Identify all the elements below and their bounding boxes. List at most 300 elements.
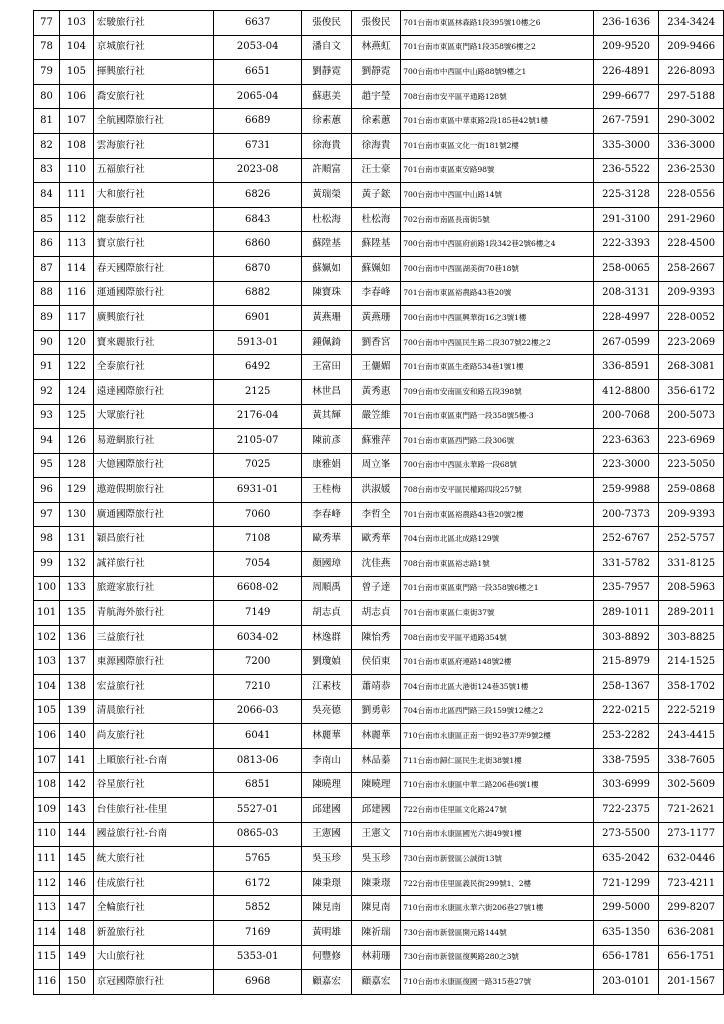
agency-number-cell: 111 — [60, 183, 94, 208]
table-row — [34, 35, 724, 60]
manager-name-cell: 劉靜霓 — [351, 60, 400, 85]
table-row — [34, 60, 724, 85]
address-cell: 701台南市東區東門路1段358號6樓之2 — [401, 35, 594, 60]
row-index-cell: 95 — [34, 453, 60, 478]
manager-name-cell: 林麗華 — [351, 724, 400, 749]
owner-name-cell: 顧嘉宏 — [302, 970, 351, 995]
fax-cell: 721-2621 — [659, 798, 724, 823]
row-index-cell: 103 — [34, 650, 60, 675]
license-code-cell: 6034-02 — [214, 625, 302, 650]
agency-number-cell: 144 — [60, 822, 94, 847]
license-code-cell: 2176-04 — [214, 404, 302, 429]
table-row — [34, 724, 724, 749]
license-code-cell: 6041 — [214, 724, 302, 749]
address-cell: 708台南市安平區民權路四段257號 — [401, 478, 594, 503]
table-row — [34, 896, 724, 921]
license-code-cell: 2023-08 — [214, 158, 302, 183]
license-code-cell: 6968 — [214, 970, 302, 995]
owner-name-cell: 林逸群 — [302, 625, 351, 650]
agency-name-cell: 龍泰旅行社 — [93, 207, 213, 232]
owner-name-cell: 黃燕珊 — [302, 306, 351, 331]
fax-cell: 290-3002 — [659, 109, 724, 134]
row-index-cell: 100 — [34, 576, 60, 601]
agency-name-cell: 宏駿旅行社 — [93, 11, 213, 36]
fax-cell: 259-0868 — [659, 478, 724, 503]
license-code-cell: 7054 — [214, 552, 302, 577]
table-row — [34, 256, 724, 281]
owner-name-cell: 陳見南 — [302, 896, 351, 921]
fax-cell: 228-4500 — [659, 232, 724, 257]
agency-number-cell: 145 — [60, 847, 94, 872]
manager-name-cell: 沈佳燕 — [351, 552, 400, 577]
agency-number-cell: 116 — [60, 281, 94, 306]
license-code-cell: 7149 — [214, 601, 302, 626]
license-code-cell: 6851 — [214, 773, 302, 798]
manager-name-cell: 黃燕珊 — [351, 306, 400, 331]
fax-cell: 656-1751 — [659, 945, 724, 970]
owner-name-cell: 康雅娟 — [302, 453, 351, 478]
agency-name-cell: 上順旅行社-台南 — [93, 748, 213, 773]
table-row — [34, 281, 724, 306]
license-code-cell: 6172 — [214, 871, 302, 896]
agency-number-cell: 103 — [60, 11, 94, 36]
agency-name-cell: 大山旅行社 — [93, 945, 213, 970]
phone-cell: 303-6999 — [593, 773, 659, 798]
owner-name-cell: 何豐修 — [302, 945, 351, 970]
agency-number-cell: 150 — [60, 970, 94, 995]
address-cell: 710台南市永康區正南一街92巷37弄9號2樓 — [401, 724, 594, 749]
agency-name-cell: 尚友旅行社 — [93, 724, 213, 749]
owner-name-cell: 李南山 — [302, 748, 351, 773]
phone-cell: 331-5782 — [593, 552, 659, 577]
agency-number-cell: 110 — [60, 158, 94, 183]
owner-name-cell: 張俊民 — [302, 11, 351, 36]
owner-name-cell: 吳玉珍 — [302, 847, 351, 872]
manager-name-cell: 吳玉珍 — [351, 847, 400, 872]
fax-cell: 209-9393 — [659, 502, 724, 527]
agency-number-cell: 136 — [60, 625, 94, 650]
fax-cell: 228-0556 — [659, 183, 724, 208]
manager-name-cell: 蘇雅萍 — [351, 429, 400, 454]
license-code-cell: 2065-04 — [214, 84, 302, 109]
agency-number-cell: 120 — [60, 330, 94, 355]
owner-name-cell: 陳曉理 — [302, 773, 351, 798]
table-body — [34, 11, 724, 995]
fax-cell: 636-2081 — [659, 920, 724, 945]
owner-name-cell: 蘇惠美 — [302, 84, 351, 109]
owner-name-cell: 林世昌 — [302, 379, 351, 404]
agency-number-cell: 139 — [60, 699, 94, 724]
row-index-cell: 102 — [34, 625, 60, 650]
fax-cell: 273-1177 — [659, 822, 724, 847]
agency-name-cell: 誠祥旅行社 — [93, 552, 213, 577]
phone-cell: 223-6363 — [593, 429, 659, 454]
table-row — [34, 748, 724, 773]
owner-name-cell: 杜松海 — [302, 207, 351, 232]
agency-number-cell: 143 — [60, 798, 94, 823]
row-index-cell: 93 — [34, 404, 60, 429]
row-index-cell: 77 — [34, 11, 60, 36]
row-index-cell: 87 — [34, 256, 60, 281]
phone-cell: 289-1011 — [593, 601, 659, 626]
address-cell: 708台南市安平區平通路354號 — [401, 625, 594, 650]
fax-cell: 222-5219 — [659, 699, 724, 724]
address-cell: 700台南市中西區中山路88號9樓之1 — [401, 60, 594, 85]
fax-cell: 302-5609 — [659, 773, 724, 798]
phone-cell: 335-3000 — [593, 133, 659, 158]
phone-cell: 226-4891 — [593, 60, 659, 85]
address-cell: 700台南市中西區民生路二段307號22樓之2 — [401, 330, 594, 355]
table-row — [34, 158, 724, 183]
license-code-cell: 7210 — [214, 675, 302, 700]
agency-name-cell: 京城旅行社 — [93, 35, 213, 60]
row-index-cell: 85 — [34, 207, 60, 232]
table-row — [34, 133, 724, 158]
agency-name-cell: 三益旅行社 — [93, 625, 213, 650]
table-row — [34, 601, 724, 626]
phone-cell: 225-3128 — [593, 183, 659, 208]
table-row — [34, 675, 724, 700]
row-index-cell: 108 — [34, 773, 60, 798]
table-row — [34, 773, 724, 798]
row-index-cell: 79 — [34, 60, 60, 85]
address-cell: 701台南市東區裕農路43巷20號 — [401, 281, 594, 306]
table-row — [34, 970, 724, 995]
row-index-cell: 81 — [34, 109, 60, 134]
phone-cell: 721-1299 — [593, 871, 659, 896]
manager-name-cell: 陳曉理 — [351, 773, 400, 798]
phone-cell: 258-1367 — [593, 675, 659, 700]
phone-cell: 252-6767 — [593, 527, 659, 552]
license-code-cell: 6689 — [214, 109, 302, 134]
fax-cell: 243-4415 — [659, 724, 724, 749]
fax-cell: 201-1567 — [659, 970, 724, 995]
table-row — [34, 207, 724, 232]
phone-cell: 259-9988 — [593, 478, 659, 503]
manager-name-cell: 陳秉璟 — [351, 871, 400, 896]
manager-name-cell: 侯佰東 — [351, 650, 400, 675]
row-index-cell: 101 — [34, 601, 60, 626]
agency-name-cell: 青航海外旅行社 — [93, 601, 213, 626]
agency-name-cell: 廣興旅行社 — [93, 306, 213, 331]
table-row — [34, 84, 724, 109]
address-cell: 701台南市東區東門路一段358號5樓-3 — [401, 404, 594, 429]
table-row — [34, 552, 724, 577]
license-code-cell: 5913-01 — [214, 330, 302, 355]
address-cell: 701台南市東區東安路98號 — [401, 158, 594, 183]
manager-name-cell: 汪士豪 — [351, 158, 400, 183]
owner-name-cell: 歐秀華 — [302, 527, 351, 552]
address-cell: 710台南市永康區國光六街49號1樓 — [401, 822, 594, 847]
manager-name-cell: 劉勇彰 — [351, 699, 400, 724]
row-index-cell: 80 — [34, 84, 60, 109]
phone-cell: 222-0215 — [593, 699, 659, 724]
license-code-cell: 6882 — [214, 281, 302, 306]
agency-name-cell: 寶來麗旅行社 — [93, 330, 213, 355]
agency-name-cell: 佳成旅行社 — [93, 871, 213, 896]
agency-number-cell: 105 — [60, 60, 94, 85]
manager-name-cell: 張俊民 — [351, 11, 400, 36]
license-code-cell: 6731 — [214, 133, 302, 158]
license-code-cell: 6637 — [214, 11, 302, 36]
manager-name-cell: 徐海貴 — [351, 133, 400, 158]
owner-name-cell: 江素枝 — [302, 675, 351, 700]
manager-name-cell: 林燕虹 — [351, 35, 400, 60]
owner-name-cell: 黃瑞榮 — [302, 183, 351, 208]
license-code-cell: 2125 — [214, 379, 302, 404]
agency-number-cell: 138 — [60, 675, 94, 700]
agency-name-cell: 遨遊假期旅行社 — [93, 478, 213, 503]
agency-number-cell: 149 — [60, 945, 94, 970]
agency-number-cell: 117 — [60, 306, 94, 331]
manager-name-cell: 劉香宮 — [351, 330, 400, 355]
table-row — [34, 576, 724, 601]
owner-name-cell: 林麗華 — [302, 724, 351, 749]
agency-number-cell: 137 — [60, 650, 94, 675]
row-index-cell: 94 — [34, 429, 60, 454]
phone-cell: 235-7957 — [593, 576, 659, 601]
owner-name-cell: 吳亮德 — [302, 699, 351, 724]
fax-cell: 723-4211 — [659, 871, 724, 896]
fax-cell: 258-2667 — [659, 256, 724, 281]
manager-name-cell: 蕭靖恭 — [351, 675, 400, 700]
license-code-cell: 6843 — [214, 207, 302, 232]
address-cell: 722台南市佳里區文化路247號 — [401, 798, 594, 823]
agency-number-cell: 112 — [60, 207, 94, 232]
phone-cell: 635-1350 — [593, 920, 659, 945]
license-code-cell: 6931-01 — [214, 478, 302, 503]
fax-cell: 223-2069 — [659, 330, 724, 355]
fax-cell: 234-3424 — [659, 11, 724, 36]
fax-cell: 252-5757 — [659, 527, 724, 552]
agency-number-cell: 148 — [60, 920, 94, 945]
agency-number-cell: 135 — [60, 601, 94, 626]
fax-cell: 208-5963 — [659, 576, 724, 601]
table-row — [34, 650, 724, 675]
agency-name-cell: 寶京旅行社 — [93, 232, 213, 257]
owner-name-cell: 徐海貴 — [302, 133, 351, 158]
address-cell: 730台南市新營區開元路144號 — [401, 920, 594, 945]
row-index-cell: 99 — [34, 552, 60, 577]
table-row — [34, 920, 724, 945]
phone-cell: 267-7591 — [593, 109, 659, 134]
fax-cell: 289-2011 — [659, 601, 724, 626]
address-cell: 701台南市東區西門路二段306號 — [401, 429, 594, 454]
license-code-cell: 5765 — [214, 847, 302, 872]
row-index-cell: 88 — [34, 281, 60, 306]
agency-name-cell: 全航國際旅行社 — [93, 109, 213, 134]
manager-name-cell: 趙宇瑩 — [351, 84, 400, 109]
row-index-cell: 115 — [34, 945, 60, 970]
phone-cell: 236-5522 — [593, 158, 659, 183]
address-cell: 702台南市南區長南街5號 — [401, 207, 594, 232]
license-code-cell: 2105-07 — [214, 429, 302, 454]
license-code-cell: 6870 — [214, 256, 302, 281]
fax-cell: 338-7605 — [659, 748, 724, 773]
manager-name-cell: 李春峰 — [351, 281, 400, 306]
phone-cell: 656-1781 — [593, 945, 659, 970]
address-cell: 700台南市中西區興華街16之3號1樓 — [401, 306, 594, 331]
table-row — [34, 478, 724, 503]
owner-name-cell: 陳前彥 — [302, 429, 351, 454]
owner-name-cell: 陳寶珠 — [302, 281, 351, 306]
owner-name-cell: 劉靜霓 — [302, 60, 351, 85]
row-index-cell: 111 — [34, 847, 60, 872]
table-row — [34, 355, 724, 380]
table-row — [34, 453, 724, 478]
license-code-cell: 6860 — [214, 232, 302, 257]
address-cell: 701台南市東區東門路一段358號6樓之1 — [401, 576, 594, 601]
phone-cell: 222-3393 — [593, 232, 659, 257]
agency-table — [33, 10, 724, 995]
agency-name-cell: 國益旅行社-台南 — [93, 822, 213, 847]
license-code-cell: 7060 — [214, 502, 302, 527]
fax-cell: 209-9393 — [659, 281, 724, 306]
row-index-cell: 107 — [34, 748, 60, 773]
fax-cell: 303-8825 — [659, 625, 724, 650]
agency-number-cell: 140 — [60, 724, 94, 749]
address-cell: 730台南市新營區復興路280之3號 — [401, 945, 594, 970]
fax-cell: 299-8207 — [659, 896, 724, 921]
license-code-cell: 6901 — [214, 306, 302, 331]
agency-name-cell: 廣通國際旅行社 — [93, 502, 213, 527]
agency-number-cell: 125 — [60, 404, 94, 429]
fax-cell: 228-0052 — [659, 306, 724, 331]
fax-cell: 358-1702 — [659, 675, 724, 700]
row-index-cell: 91 — [34, 355, 60, 380]
fax-cell: 209-9466 — [659, 35, 724, 60]
manager-name-cell: 蘇姵如 — [351, 256, 400, 281]
phone-cell: 299-5000 — [593, 896, 659, 921]
table-row — [34, 699, 724, 724]
agency-number-cell: 107 — [60, 109, 94, 134]
table-row — [34, 232, 724, 257]
row-index-cell: 113 — [34, 896, 60, 921]
address-cell: 701台南市東區仁東街37號 — [401, 601, 594, 626]
phone-cell: 200-7068 — [593, 404, 659, 429]
owner-name-cell: 潘自文 — [302, 35, 351, 60]
license-code-cell: 6492 — [214, 355, 302, 380]
phone-cell: 258-0065 — [593, 256, 659, 281]
owner-name-cell: 許順富 — [302, 158, 351, 183]
manager-name-cell: 周立峯 — [351, 453, 400, 478]
manager-name-cell: 李哲全 — [351, 502, 400, 527]
phone-cell: 209-9520 — [593, 35, 659, 60]
row-index-cell: 97 — [34, 502, 60, 527]
table-row — [34, 11, 724, 36]
manager-name-cell: 黃子鋐 — [351, 183, 400, 208]
owner-name-cell: 徐素蕙 — [302, 109, 351, 134]
address-cell: 711台南市歸仁區民生北街38號1樓 — [401, 748, 594, 773]
agency-name-cell: 京冠國際旅行社 — [93, 970, 213, 995]
address-cell: 701台南市東區林森路1段395號10樓之6 — [401, 11, 594, 36]
row-index-cell: 112 — [34, 871, 60, 896]
agency-name-cell: 大億國際旅行社 — [93, 453, 213, 478]
manager-name-cell: 王儷媚 — [351, 355, 400, 380]
agency-name-cell: 五福旅行社 — [93, 158, 213, 183]
owner-name-cell: 王憲國 — [302, 822, 351, 847]
agency-name-cell: 運通國際旅行社 — [93, 281, 213, 306]
table-row — [34, 429, 724, 454]
owner-name-cell: 王桂梅 — [302, 478, 351, 503]
agency-number-cell: 126 — [60, 429, 94, 454]
agency-name-cell: 清晨旅行社 — [93, 699, 213, 724]
row-index-cell: 78 — [34, 35, 60, 60]
owner-name-cell: 王富田 — [302, 355, 351, 380]
agency-name-cell: 全泰旅行社 — [93, 355, 213, 380]
manager-name-cell: 曾子達 — [351, 576, 400, 601]
table-row — [34, 822, 724, 847]
license-code-cell: 7200 — [214, 650, 302, 675]
phone-cell: 208-3131 — [593, 281, 659, 306]
agency-name-cell: 新盈旅行社 — [93, 920, 213, 945]
owner-name-cell: 周順禹 — [302, 576, 351, 601]
row-index-cell: 110 — [34, 822, 60, 847]
address-cell: 710台南市永康區中華二路206巷6號1樓 — [401, 773, 594, 798]
fax-cell: 226-8093 — [659, 60, 724, 85]
row-index-cell: 84 — [34, 183, 60, 208]
phone-cell: 291-3100 — [593, 207, 659, 232]
manager-name-cell: 林莉珊 — [351, 945, 400, 970]
license-code-cell: 6826 — [214, 183, 302, 208]
license-code-cell: 7108 — [214, 527, 302, 552]
owner-name-cell: 邱建國 — [302, 798, 351, 823]
table-row — [34, 183, 724, 208]
row-index-cell: 109 — [34, 798, 60, 823]
address-cell: 709台南市安南區安和路五段398號 — [401, 379, 594, 404]
owner-name-cell: 顏國璋 — [302, 552, 351, 577]
manager-name-cell: 歐秀華 — [351, 527, 400, 552]
agency-name-cell: 春天國際旅行社 — [93, 256, 213, 281]
phone-cell: 299-6677 — [593, 84, 659, 109]
fax-cell: 291-2960 — [659, 207, 724, 232]
table-row — [34, 404, 724, 429]
agency-name-cell: 易遊網旅行社 — [93, 429, 213, 454]
phone-cell: 228-4997 — [593, 306, 659, 331]
address-cell: 701台南市東區生產路534巷1號1樓 — [401, 355, 594, 380]
agency-number-cell: 124 — [60, 379, 94, 404]
agency-number-cell: 106 — [60, 84, 94, 109]
manager-name-cell: 邱建國 — [351, 798, 400, 823]
table-row — [34, 847, 724, 872]
owner-name-cell: 黃其輝 — [302, 404, 351, 429]
fax-cell: 268-3081 — [659, 355, 724, 380]
agency-number-cell: 133 — [60, 576, 94, 601]
owner-name-cell: 陳秉璟 — [302, 871, 351, 896]
address-cell: 708台南市東區裕志路1號 — [401, 552, 594, 577]
agency-name-cell: 統大旅行社 — [93, 847, 213, 872]
address-cell: 700台南市中西區中山路14號 — [401, 183, 594, 208]
phone-cell: 635-2042 — [593, 847, 659, 872]
license-code-cell: 0813-06 — [214, 748, 302, 773]
fax-cell: 356-6172 — [659, 379, 724, 404]
manager-name-cell: 洪淑媛 — [351, 478, 400, 503]
row-index-cell: 116 — [34, 970, 60, 995]
phone-cell: 223-3000 — [593, 453, 659, 478]
address-cell: 701台南市東區文化一街181號2樓 — [401, 133, 594, 158]
manager-name-cell: 陳怡秀 — [351, 625, 400, 650]
owner-name-cell: 劉瓊媜 — [302, 650, 351, 675]
row-index-cell: 89 — [34, 306, 60, 331]
agency-number-cell: 131 — [60, 527, 94, 552]
row-index-cell: 92 — [34, 379, 60, 404]
phone-cell: 203-0101 — [593, 970, 659, 995]
agency-number-cell: 147 — [60, 896, 94, 921]
phone-cell: 267-0599 — [593, 330, 659, 355]
agency-number-cell: 146 — [60, 871, 94, 896]
owner-name-cell: 胡志貞 — [302, 601, 351, 626]
fax-cell: 236-2530 — [659, 158, 724, 183]
